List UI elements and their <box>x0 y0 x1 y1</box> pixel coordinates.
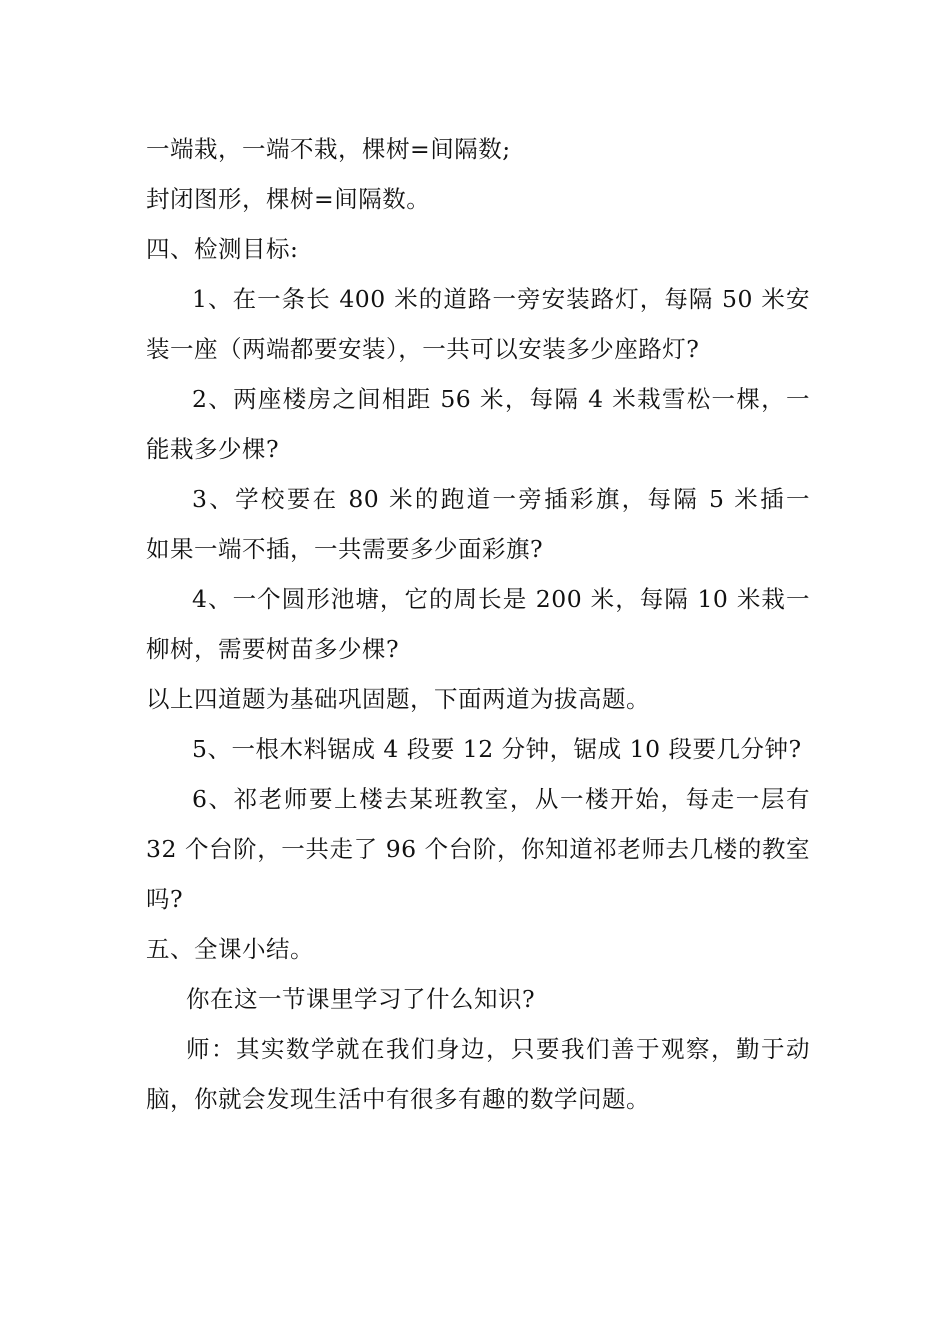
rule-one-end-planted: 一端栽，一端不栽，棵树=间隔数; <box>146 135 511 163</box>
problem-3-line-2: 如果一端不插，一共需要多少面彩旗? <box>146 535 544 563</box>
problem-4-line-2: 柳树，需要树苗多少棵? <box>146 635 400 663</box>
problem-6-line-3: 吗? <box>146 885 184 913</box>
section-heading-summary: 五、全课小结。 <box>146 935 314 963</box>
summary-question: 你在这一节课里学习了什么知识? <box>186 985 536 1013</box>
teacher-remark-line-1: 师：其实数学就在我们身边，只要我们善于观察，勤于动 <box>186 1035 810 1063</box>
document-body <box>146 124 810 1124</box>
problem-3-line-1: 3、学校要在 80 米的跑道一旁插彩旗，每隔 5 米插一 <box>192 485 810 513</box>
problem-1-line-2: 装一座（两端都要安装），一共可以安装多少座路灯? <box>146 335 700 363</box>
problem-6-line-2: 32 个台阶，一共走了 96 个台阶，你知道祁老师去几楼的教室 <box>146 835 810 863</box>
problem-1-line-1: 1、在一条长 400 米的道路一旁安装路灯，每隔 50 米安 <box>192 285 810 313</box>
section-heading-check-goals: 四、检测目标: <box>146 235 299 263</box>
transition-note: 以上四道题为基础巩固题，下面两道为拔高题。 <box>146 685 650 713</box>
problem-6-line-1: 6、祁老师要上楼去某班教室，从一楼开始，每走一层有 <box>192 785 810 813</box>
problem-4-line-1: 4、一个圆形池塘，它的周长是 200 米，每隔 10 米栽一 <box>192 585 810 613</box>
problem-2-line-2: 能栽多少棵? <box>146 435 280 463</box>
problem-5: 5、一根木料锯成 4 段要 12 分钟，锯成 10 段要几分钟? <box>192 735 802 763</box>
problem-2-line-1: 2、两座楼房之间相距 56 米，每隔 4 米栽雪松一棵，一 <box>192 385 810 413</box>
rule-closed-shape: 封闭图形，棵树=间隔数。 <box>146 185 431 213</box>
teacher-remark-line-2: 脑，你就会发现生活中有很多有趣的数学问题。 <box>146 1085 650 1113</box>
